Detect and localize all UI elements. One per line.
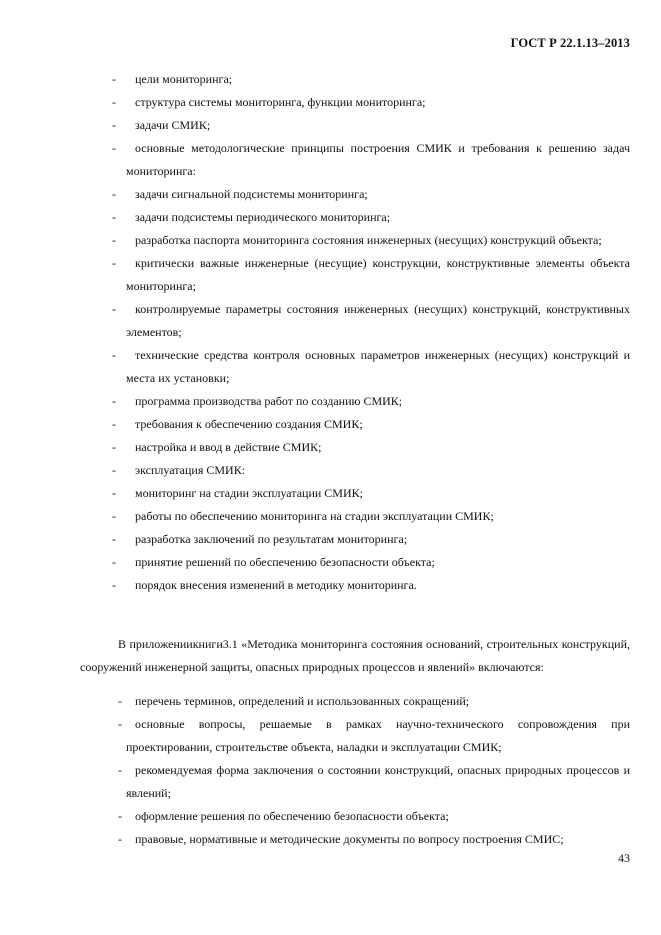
list-item (0, 114, 661, 137)
document-header: ГОСТ Р 22.1.13–2013 (510, 36, 630, 50)
list-dash: - (118, 809, 122, 823)
list-item-text: перечень терминов, определений и использованных сокращений; (135, 694, 470, 708)
list-item-text: задачи сигнальной подсистемы мониторинга; (135, 187, 368, 201)
list-item-text: требования к обеспечению создания СМИК; (135, 417, 363, 431)
list-item-text: структура системы мониторинга, функции мониторинга; (135, 95, 426, 109)
list-dash: - (112, 302, 116, 316)
list-item (0, 551, 661, 574)
list-dash: - (112, 417, 116, 431)
list-item (0, 690, 661, 713)
list-item-text: оформление решения по обеспечению безопасности объекта; (135, 809, 449, 823)
list-dash: - (112, 141, 116, 155)
list-dash: - (112, 440, 116, 454)
list-dash: - (112, 210, 116, 224)
appendix-items-list (0, 690, 661, 851)
list-item-text: правовые, нормативные и методические документы по вопросу построения СМИС; (135, 832, 564, 846)
list-item-text: разработка паспорта мониторинга состояния инженерных (несущих) конструкций объекта; (135, 233, 602, 247)
list-item (0, 91, 661, 114)
list-dash: - (112, 463, 116, 477)
list-item (0, 413, 661, 436)
list-dash: - (112, 394, 116, 408)
list-dash: - (112, 532, 116, 546)
list-item-text: контролируемые параметры состояния инженерных (несущих) конструкций, конструктивных элементов; (126, 302, 630, 339)
list-dash: - (118, 717, 122, 731)
appendix-paragraph: В приложениикниги3.1 «Методика мониторинга состояния оснований, строительных конструкций, сооружений инженерной защиты, опасных природных процессов и явлений» включаются: (80, 637, 630, 674)
page-number: 43 (618, 851, 630, 865)
list-dash: - (112, 187, 116, 201)
list-item-text: рекомендуемая форма заключения о состоянии конструкций, опасных природных процессов и явлений; (126, 763, 630, 800)
list-dash: - (112, 555, 116, 569)
list-item (0, 252, 661, 298)
list-item (0, 68, 661, 91)
list-dash: - (112, 233, 116, 247)
list-dash: - (112, 486, 116, 500)
list-item (0, 206, 661, 229)
list-item-text: разработка заключений по результатам мониторинга; (135, 532, 408, 546)
list-item-text: задачи СМИК; (135, 118, 211, 132)
list-dash: - (112, 509, 116, 523)
list-item (0, 459, 661, 482)
list-item-text: работы по обеспечению мониторинга на стадии эксплуатации СМИК; (135, 509, 494, 523)
list-dash: - (112, 118, 116, 132)
list-item-text: технические средства контроля основных параметров инженерных (несущих) конструкций и места их установки; (126, 348, 630, 385)
list-item-text: эксплуатация СМИК: (135, 463, 246, 477)
list-item-text: принятие решений по обеспечению безопасности объекта; (135, 555, 435, 569)
list-item (0, 828, 661, 851)
list-item (0, 528, 661, 551)
list-item (0, 574, 661, 597)
list-dash: - (118, 694, 122, 708)
list-item-text: задачи подсистемы периодического мониторинга; (135, 210, 391, 224)
list-dash: - (112, 72, 116, 86)
list-item (0, 505, 661, 528)
list-item (0, 713, 661, 759)
monitoring-items-list (0, 68, 661, 597)
list-item (0, 805, 661, 828)
list-item (0, 436, 661, 459)
list-item-text: критически важные инженерные (несущие) конструкции, конструктивные элементы объекта мониторинга; (126, 256, 630, 293)
list-dash: - (112, 95, 116, 109)
list-dash: - (112, 256, 116, 270)
list-item-text: порядок внесения изменений в методику мониторинга. (135, 578, 417, 592)
list-dash: - (112, 578, 116, 592)
list-item (0, 229, 661, 252)
list-item-text: программа производства работ по созданию СМИК; (135, 394, 403, 408)
list-item (0, 183, 661, 206)
list-item (0, 482, 661, 505)
list-dash: - (112, 348, 116, 362)
list-item-text: основные вопросы, решаемые в рамках научно-технического сопровождения при проектировании, строительстве объекта, наладки и эксплуатации СМИК; (126, 717, 630, 754)
list-dash: - (118, 832, 122, 846)
list-item-text: цели мониторинга; (135, 72, 233, 86)
list-dash: - (118, 763, 122, 777)
list-item (0, 298, 661, 344)
list-item-text: настройка и ввод в действие СМИК; (135, 440, 322, 454)
list-item (0, 137, 661, 183)
list-item (0, 390, 661, 413)
list-item-text: основные методологические принципы построения СМИК и требования к решению задач мониторинга: (126, 141, 630, 178)
list-item (0, 759, 661, 805)
list-item-text: мониторинг на стадии эксплуатации СМИК; (135, 486, 363, 500)
list-item (0, 344, 661, 390)
